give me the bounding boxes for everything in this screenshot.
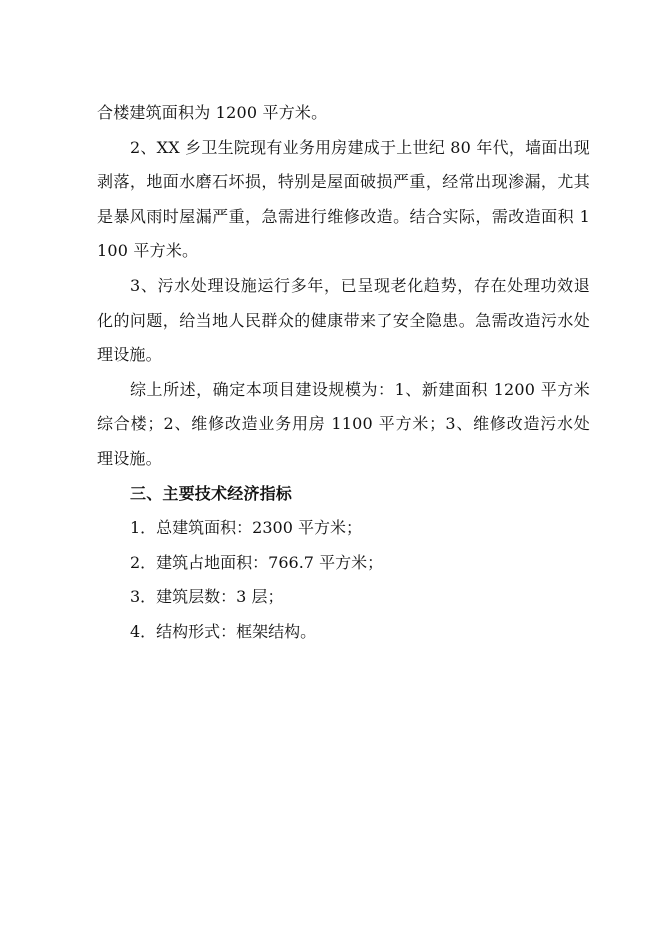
- section-heading: 三、主要技术经济指标: [130, 483, 293, 503]
- paragraph-summary: 综上所述，确定本项目建设规模为：1、新建面积 1200 平方米综合楼；2、维修改造业务用房 1100 平方米；3、维修改造污水处理设施。: [97, 379, 590, 468]
- indicator-item: 1．总建筑面积：2300 平方米；: [130, 518, 362, 538]
- paragraph-item-3: 3、污水处理设施运行多年，已呈现老化趋势，存在处理功效退化的问题，给当地人民群众的健康带来了安全隐患。急需改造污水处理设施。: [97, 275, 590, 365]
- paragraph-item-2: 2、XX 乡卫生院现有业务用房建成于上世纪 80 年代，墙面出现剥落，地面水磨石坏损，特别是屋面破损严重，经常出现渗漏，尤其是暴风雨时屋漏严重，急需进行维修改造。结合实际，需改造面积 1100 平方米。: [97, 137, 590, 261]
- indicator-item: 4．结构形式：框架结构。: [130, 621, 317, 641]
- indicator-item: 3．建筑层数：3 层；: [130, 587, 284, 607]
- paragraph-continuation: 合楼建筑面积为 1200 平方米。: [97, 103, 328, 122]
- document-body: [97, 96, 590, 650]
- indicator-list: [97, 511, 590, 649]
- indicator-item: 2．建筑占地面积：766.7 平方米；: [130, 552, 384, 572]
